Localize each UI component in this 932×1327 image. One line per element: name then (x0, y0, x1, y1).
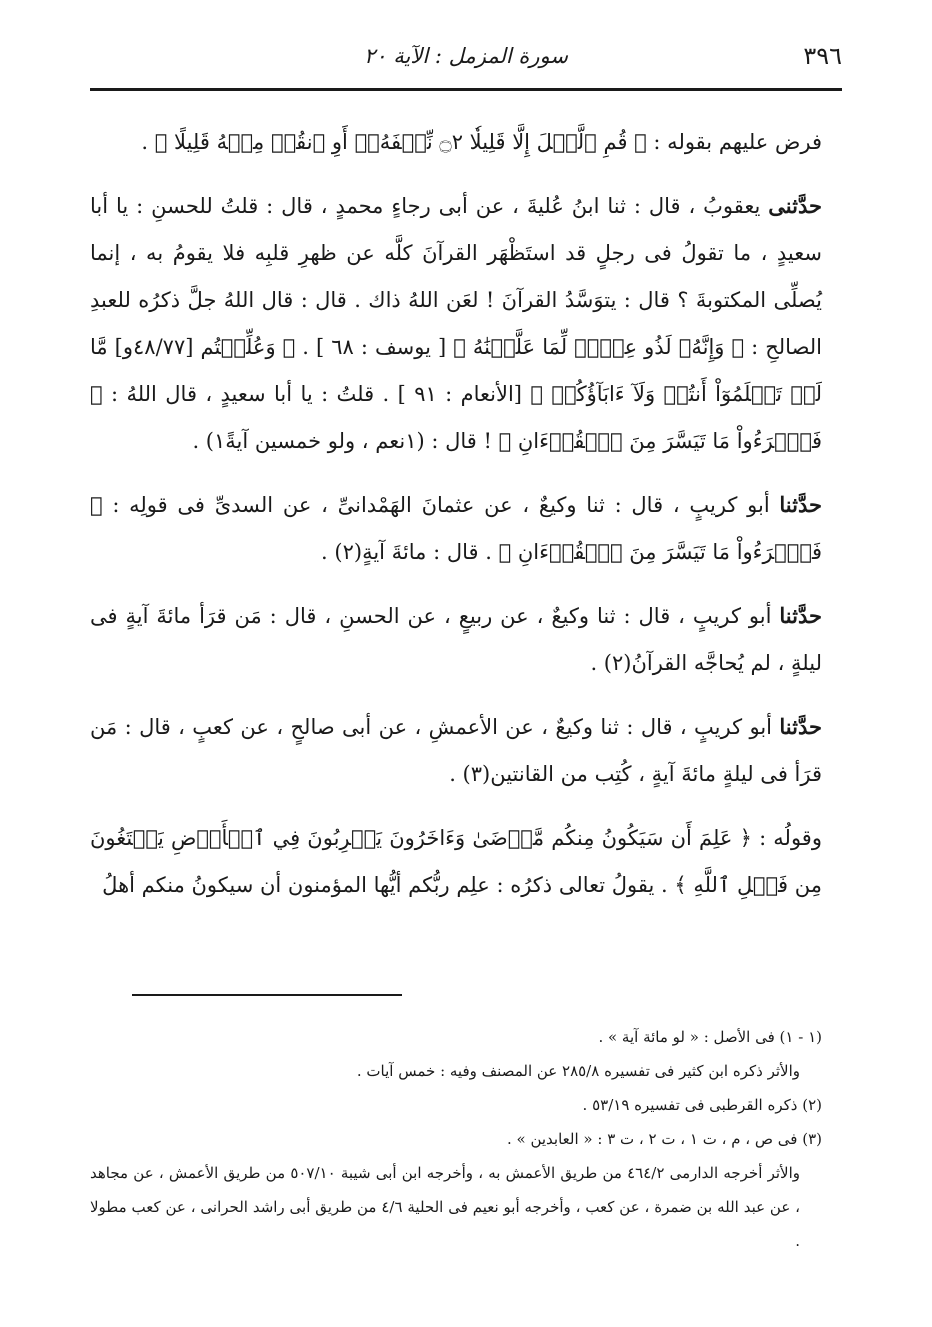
paragraph-lead: حدَّثنى (768, 193, 822, 218)
footnote: والأثر ذكره ابن كثير فى تفسيره ٢٨٥/٨ عن المصنف وفيه : خمس آيات . (356, 1062, 800, 1080)
paragraph-text: أبو كريبٍ ، قال : ثنا وكيعٌ ، عن الأعمشِ ، عن أبى صالحٍ ، عن كعبٍ ، قال : مَن قرَأ فى ليلةٍ مائةَ آيةٍ ، كُتِب من القانتين(٣) . (90, 715, 822, 786)
paragraph-text: أبو كريبٍ ، قال : ثنا وكيعٌ ، عن ربيعٍ ، عن الحسنِ ، قال : مَن قرَأ مائةَ آيةٍ فى ليلةٍ ، لم يُحاجَّه القرآنُ(٢) . (90, 604, 822, 675)
paragraph (90, 481, 822, 576)
footnote: (١ - ١) فى الأصل : « لو مائة آية » . (598, 1028, 822, 1046)
running-title: سورة المزمل : الآية ٢٠ (364, 44, 568, 68)
paragraph-lead: حدَّثنا (779, 492, 822, 517)
paragraph-text: وقولُه : ﴿ عَلِمَ أَن سَيَكُونُ مِنكُم مَّرۡضَىٰ وَءَاخَرُونَ يَضۡرِبُونَ فِي ٱلۡأَرۡضِ يَبۡتَغُونَ مِن فَضۡلِ ٱللَّهِ ﴾ . يقولُ تعالى ذكرُه : علِم ربُّكم أيُّها المؤمنون أن سيكونُ منكم أهلُ (90, 826, 822, 897)
footnotes (90, 1020, 822, 1258)
footnote: (٣) فى ص ، م ، ت ١ ، ت ٢ ، ت ٣ : « العابدين » . (506, 1130, 822, 1148)
paragraph-text: يعقوبُ ، قال : ثنا ابنُ عُليةَ ، عن أبى رجاءٍ محمدٍ ، قال : قلتُ للحسنِ : يا أبا سعيدٍ ، ما تقولُ فى رجلٍ قد استَظْهَر القرآنَ كلَّه عن ظهرِ قلبِه فلا يقومُ به ، إنما يُصلِّى المكتوبةَ ؟ قال : يتوَسَّدُ القرآنَ ! لعَن اللهُ ذاك . قال : قال اللهُ جلَّ ذكرُه للعبدِ الصالحِ : ﴿ وَإِنَّهُۥ لَذُو عِلۡمٖ لِّمَا عَلَّمۡنَٰهُ ﴾ [ يوسف : ٦٨ ] . ﴿ وَعُلِّمۡتُم [٤٨/٧٧و] مَّا لَمۡ تَعۡلَمُوٓاْ أَنتُمۡ وَلَآ ءَابَآؤُكُمۡ ﴾ [الأنعام : ٩١ ] . قلتُ : يا أبا سعيدٍ ، قال اللهُ : ﴿ فَٱقۡرَءُواْ مَا تَيَسَّرَ مِنَ ٱلۡقُرۡءَانِ ﴾ ! قال : (١نعم ، ولو خمسين آيةً١) . (90, 194, 823, 453)
paragraph-lead: حدَّثنا (779, 603, 822, 628)
page-number: ٣٩٦ (803, 42, 842, 70)
page-header (90, 38, 842, 82)
header-rule (90, 88, 842, 91)
footnote: (٢) ذكره القرطبى فى تفسيره ٥٣/١٩ . (582, 1096, 822, 1114)
paragraph-text: أبو كريبٍ ، قال : ثنا وكيعٌ ، عن عثمانَ الهَمْدانىِّ ، عن السدىِّ فى قولِه : ﴿ فَٱقۡرَءُواْ مَا تَيَسَّرَ مِنَ ٱلۡقُرۡءَانِ ﴾ . قال : مائةَ آيةٍ(٢) . (90, 493, 822, 564)
paragraph (90, 118, 822, 166)
paragraph-text: فرض عليهم بقوله : ﴿ قُمِ ٱلَّيۡلَ إِلَّا قَلِيلٗا ۝٢ نِّصۡفَهُۥٓ أَوِ ٱنقُصۡ مِنۡهُ قَلِيلًا ﴾ . (141, 130, 822, 154)
footnote: والأثر أخرجه الدارمى ٤٦٤/٢ من طريق الأعمش به ، وأخرجه ابن أبى شيبة ٥٠٧/١٠ من طريق الأعمش ، عن مجاهد ، عن عبد الله بن ضمرة ، عن كعب ، وأخرجه أبو نعيم فى الحلية ٤/٦ من طريق أبى راشد الحرانى ، عن كعب مطولا . (90, 1164, 800, 1250)
main-text (90, 118, 822, 925)
paragraph (90, 814, 822, 909)
paragraph-lead: حدَّثنا (779, 714, 822, 739)
paragraph (90, 703, 822, 798)
footnote-rule (132, 994, 402, 996)
paragraph (90, 182, 822, 465)
paragraph (90, 592, 822, 687)
